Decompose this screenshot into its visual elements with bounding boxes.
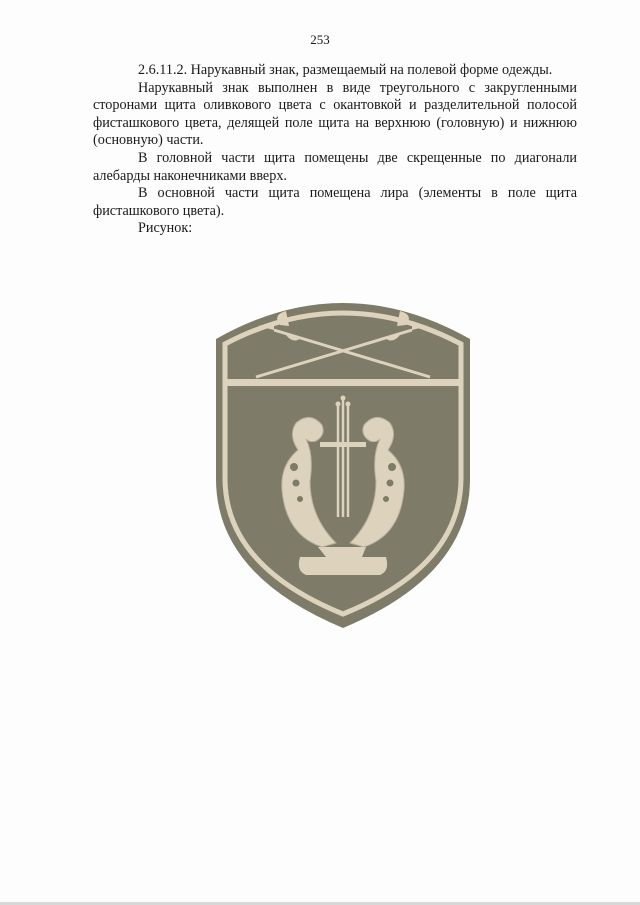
paragraph-main-part: В основной части щита помещена лира (элементы в поле щита фисташкового цвета). [93,185,577,219]
sleeve-badge-figure [214,285,472,630]
section-text [93,62,577,238]
section-heading: 2.6.11.2. Нарукавный знак, размещаемый на полевой форме одежды. [138,62,553,78]
figure-label: Рисунок: [138,220,193,237]
page-number: 253 [310,32,330,47]
paragraph-description: Нарукавный знак выполнен в виде треугольного с закругленными сторонами щита оливкового цвета с окантовкой и разделительной полосой фисташкового цвета, делящей поле щита на верхнюю (головную) и нижнюю (основную) части. [93,79,577,149]
paragraph-head-part: В головной части щита помещены две скрещенные по диагонали алебарды наконечниками вверх. [93,149,577,184]
